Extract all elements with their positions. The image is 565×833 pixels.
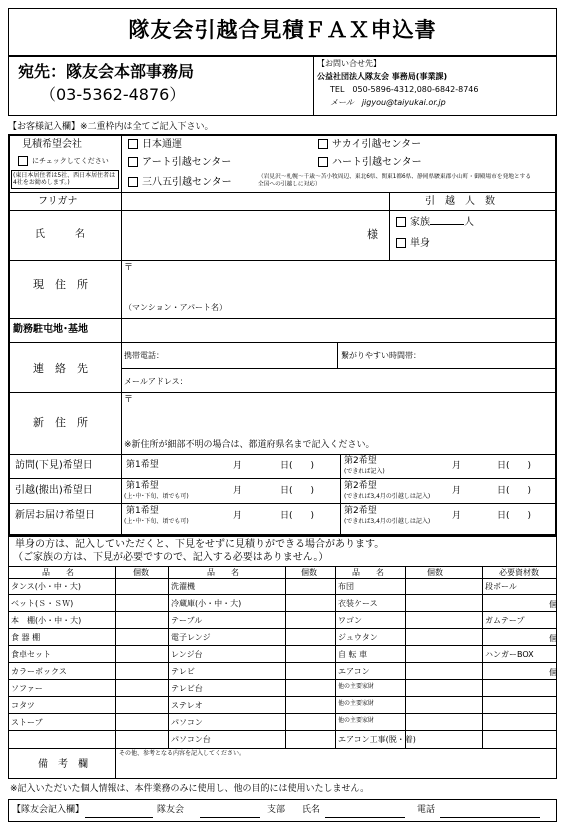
item-name: ベット(Ｓ・ＳＷ)	[11, 599, 74, 608]
delivery-day-2: 日( )	[497, 511, 532, 521]
remarks-note: その他、参考となる内容を記入してください。	[119, 750, 246, 757]
item-name: 食 器 棚	[11, 633, 41, 642]
col-count-1: 個数	[133, 568, 149, 577]
item-name: コタツ	[11, 701, 35, 710]
contact-label: 連 絡 先	[33, 362, 88, 375]
contact-heading: 【お問い合せ先】	[317, 59, 381, 68]
remarks-label: 備 考 欄	[38, 759, 88, 770]
move-date-label: 引越(搬出)希望日	[15, 485, 93, 496]
material-name: ハンガーBOX	[485, 650, 534, 659]
visit-second-sub: (できれば記入)	[344, 468, 385, 475]
move-first-choice: 第1希望	[126, 481, 159, 491]
item-name: 洗濯機	[171, 582, 195, 591]
checkbox-icon[interactable]	[128, 177, 138, 187]
delivery-date-label: 新居お届け希望日	[15, 510, 95, 521]
checkbox-icon[interactable]	[128, 139, 138, 149]
item-row	[9, 629, 557, 646]
checkbox-icon[interactable]	[128, 157, 138, 167]
item-name: パソコン	[171, 718, 203, 727]
item-row	[9, 680, 557, 697]
item-name: ストーブ	[11, 718, 43, 727]
item-name: 他の主要家財	[338, 717, 375, 724]
destination-label: 宛先：隊友会本部事務局	[18, 62, 195, 81]
email-label: メールアドレス：	[124, 377, 188, 386]
item-row	[9, 646, 557, 663]
item-name: テレビ台	[171, 684, 203, 693]
item-name: タンス(小・中・大)	[11, 582, 82, 591]
item-row	[9, 612, 557, 629]
form-title: 隊友会引越合見積ＦＡＸ申込書	[128, 18, 437, 42]
item-name: ワゴン	[338, 616, 362, 625]
item-row	[9, 663, 557, 680]
item-name: ジュウタン	[338, 633, 378, 642]
checkbox-icon[interactable]	[318, 139, 328, 149]
mobile-label: 携帯電話：	[124, 351, 164, 360]
item-name: エアコン	[338, 667, 370, 676]
checkbox-icon[interactable]	[396, 217, 406, 227]
move-day-2: 日( )	[497, 486, 532, 496]
delivery-day: 日( )	[280, 511, 315, 521]
item-name: ソファー	[11, 684, 43, 693]
visit-date-label: 訪問(下見)希望日	[15, 460, 93, 471]
company-option-art[interactable]: アート引越センター	[128, 157, 231, 168]
item-name: 電子レンジ	[171, 633, 211, 642]
item-row	[9, 714, 557, 731]
staff-label: 【隊友会記入欄】	[12, 805, 85, 815]
col-item-2: 品 名	[207, 568, 239, 577]
item-name: 衣装ケース	[338, 599, 378, 608]
honorific-sama: 様	[367, 228, 378, 241]
checkbox-icon	[18, 156, 28, 166]
staff-phone-label: 電話	[417, 805, 436, 815]
move-second-choice: 第2希望	[344, 481, 377, 491]
item-name: パソコン台	[171, 735, 211, 744]
checkbox-icon[interactable]	[396, 238, 406, 248]
item-row	[9, 578, 557, 595]
visit-first-choice: 第1希望	[126, 460, 159, 470]
material-name: ガムテープ	[485, 616, 525, 625]
item-name: 冷蔵庫(小・中・大)	[171, 599, 242, 608]
item-name: 本 棚(小・中・大)	[11, 616, 82, 625]
material-name: 段ボール	[485, 582, 517, 591]
visit-month-2: 月	[452, 461, 462, 471]
item-row	[9, 697, 557, 714]
col-count-3: 個数	[427, 568, 443, 577]
visit-day: 日( )	[280, 461, 315, 471]
company-check-hint: にチェックしてください	[18, 156, 109, 166]
col-item-1: 品 名	[42, 568, 74, 577]
items-note-1: 単身の方は、記入していただくと、下見をせずに見積りができる場合があります。	[15, 539, 385, 550]
item-row	[9, 595, 557, 612]
movers-label: 引 越 人 数	[425, 196, 495, 207]
move-month-2: 月	[452, 486, 462, 496]
move-first-sub: (上･中･下旬、頃でも可)	[124, 493, 189, 500]
company-option-sanpachigo[interactable]: 三八五引越センター	[128, 177, 232, 188]
contact-mail: メール jigyou@taiyukai.or.jp	[330, 98, 446, 107]
material-unit: 個	[549, 600, 557, 609]
delivery-first-choice: 第1希望	[126, 506, 159, 516]
single-option[interactable]: 単身	[396, 238, 430, 249]
item-name: 他の主要家財	[338, 700, 375, 707]
move-day: 日( )	[280, 486, 315, 496]
checkbox-icon[interactable]	[318, 157, 328, 167]
fax-number: （03-5362-4876）	[40, 85, 186, 104]
item-name: カラーボックス	[11, 667, 67, 676]
move-month: 月	[233, 486, 243, 496]
current-address-label: 現 住 所	[33, 278, 88, 291]
item-name: 布団	[338, 582, 354, 591]
visit-month: 月	[233, 461, 243, 471]
company-option-heart[interactable]: ハート引越センター	[318, 157, 422, 168]
taiyukai-label: 隊友会	[157, 805, 185, 815]
staff-name-label: 氏名	[302, 805, 321, 815]
col-count-2: 個数	[301, 568, 317, 577]
new-address-note: ※新住所が細部不明の場合は、都道府県名まで記入ください。	[124, 440, 375, 450]
item-name: 自 転 車	[338, 650, 368, 659]
delivery-second-choice: 第2希望	[344, 506, 377, 516]
delivery-month: 月	[233, 511, 243, 521]
company-option-sakai[interactable]: サカイ引越センター	[318, 139, 421, 150]
company-option-nittsu[interactable]: 日本通運	[128, 139, 182, 150]
family-option[interactable]: 家族 人	[396, 217, 474, 228]
delivery-second-sub: (できれば3,4月の引越しは記入)	[344, 518, 431, 525]
visit-second-choice: 第2希望	[344, 456, 377, 466]
delivery-month-2: 月	[452, 511, 462, 521]
item-name: 食卓セット	[11, 650, 51, 659]
furigana-label: フリガナ	[38, 196, 78, 207]
company-label: 見積希望会社	[22, 139, 82, 150]
new-address-label: 新 住 所	[33, 416, 88, 429]
material-unit: 個	[549, 634, 557, 643]
item-name: テーブル	[171, 616, 203, 625]
item-name: ステレオ	[171, 701, 203, 710]
postal-mark: 〒	[124, 263, 134, 273]
contact-org: 公益社団法人隊友会 事務局(事業課)	[317, 72, 448, 81]
name-label: 氏 名	[35, 229, 85, 240]
visit-day-2: 日( )	[497, 461, 532, 471]
mansion-note: （マンション・アパート名）	[124, 303, 227, 312]
material-unit: 個	[549, 668, 557, 677]
contact-tel: TEL 050-5896-4312,080-6842-8746	[330, 85, 479, 94]
branch-label: 支部	[267, 805, 286, 815]
privacy-note: ※記入いただいた個人情報は、本件業務のみに使用し、他の目的には使用いたしません。	[10, 784, 370, 794]
customer-heading: 【お客様記入欄】※二重枠内は全てご記入下さい。	[8, 122, 214, 132]
item-name: エアコン工事(脱・着)	[338, 735, 416, 744]
item-name: 他の主要家財	[338, 683, 375, 690]
col-item-3: 品 名	[352, 568, 384, 577]
item-name: レンジ台	[171, 650, 203, 659]
available-time-label: 繋がりやすい時間帯：	[341, 351, 421, 360]
delivery-first-sub: (上･中･下旬、頃でも可)	[124, 518, 189, 525]
item-row	[9, 731, 557, 748]
item-name: テレビ	[171, 667, 195, 676]
sanpachigo-note: （岩見沢～札幌～千歳～苫小牧周辺、東北6県、関東1都6県、静岡県駿東郡小山町・御殿場市を発地とする全国への引越しに対応）	[258, 173, 532, 188]
move-second-sub: (できれば3,4月の引越しは記入)	[344, 493, 431, 500]
items-note-2: （ご家族の方は、下見が必要ですので、記入する必要はありません。）	[13, 552, 329, 563]
col-materials: 必要資材数	[499, 568, 539, 577]
new-postal-mark: 〒	[124, 395, 134, 405]
customer-form	[8, 134, 557, 536]
duty-station-label: 勤務駐屯地･基地	[13, 324, 88, 335]
company-note: (東日本居住者は5社、西日本居住者は4社をお勧めします。)	[13, 172, 116, 187]
